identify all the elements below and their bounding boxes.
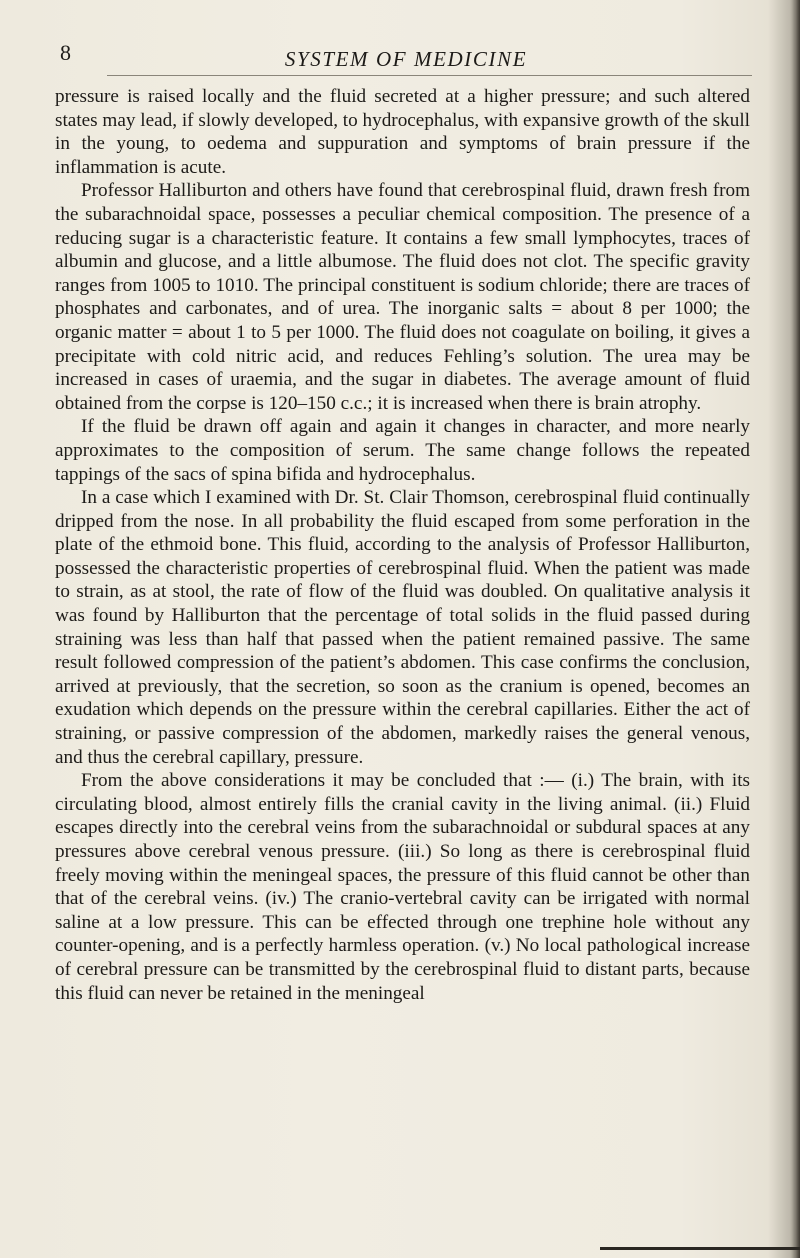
running-head: SYSTEM OF MEDICINE [284, 47, 528, 71]
paragraph: From the above considerations it may be concluded that :— (i.) The brain, with its circulating blood, almost entirely fills the cranial cavity in the living animal. (ii.) Fluid escapes directly into the cerebral veins from the subarachnoidal or subdural spaces at any pressures above cerebral venous pressure. (iii.) So long as there is cerebrospinal fluid freely moving within the meningeal spaces, the pressure of this fluid cannot be other than that of the cerebral veins. (iv.) The cranio-vertebral cavity can be irrigated with normal saline at a low pressure. This can be effected through one trephine hole without any counter-opening, and is a perfectly harmless operation. (v.) No local pathological increase of cerebral pressure can be transmitted by the cerebrospinal fluid to distant parts, because this fluid can never be retained in the meningeal [55, 770, 750, 1004]
paragraph: Professor Halliburton and others have found that cerebrospinal fluid, drawn fresh from the subarachnoidal space, possesses a peculiar chemical composition. The presence of a reducing sugar is a characteristic feature. It contains a few small lymphocytes, traces of albumin and glucose, and a little albumose. The fluid does not clot. The specific gravity ranges from 1005 to 1010. The principal constituent is sodium chloride; there are traces of phosphates and carbonates, and of urea. The inorganic salts = about 8 per 1000; the organic matter = about 1 to 5 per 1000. The fluid does not coagulate on boiling, it gives a precipitate with cold nitric acid, and reduces Fehling’s solution. The urea may be increased in cases of uraemia, and the sugar in diabetes. The average amount of fluid obtained from the corpse is 120–150 c.c.; it is increased when there is brain atrophy. [55, 180, 750, 414]
page-header [52, 42, 752, 78]
paragraph: If the fluid be drawn off again and again it changes in character, and more nearly approximates to the composition of serum. The same change follows the repeated tappings of the sacs of spina bifida and hydrocephalus. [55, 416, 750, 485]
bottom-edge-mark [600, 1247, 800, 1250]
page-number: 8 [60, 40, 71, 65]
body-text [55, 85, 750, 1005]
paragraph: In a case which I examined with Dr. St. Clair Thomson, cerebrospinal fluid continually dripped from the nose. In all probability the fluid escaped from some perforation in the plate of the ethmoid bone. This fluid, according to the analysis of Professor Halliburton, possessed the characteristic properties of cerebrospinal fluid. When the patient was made to strain, as at stool, the rate of flow of the fluid was doubled. On qualitative analysis it was found by Halliburton that the percentage of total solids in the fluid passed during straining was less than half that passed when the patient remained passive. The same result followed compression of the patient’s abdomen. This case confirms the conclusion, arrived at previously, that the secretion, so soon as the cranium is opened, becomes an exudation which depends on the pressure within the cerebral capillaries. Either the act of straining, or passive compression of the abdomen, markedly raises the general venous, and thus the cerebral capillary, pressure. [55, 487, 750, 768]
page-edge-shadow [790, 0, 800, 1258]
header-rule [107, 75, 752, 76]
paragraph: pressure is raised locally and the fluid secreted at a higher pressure; and such altered states may lead, if slowly developed, to hydrocephalus, with expansive growth of the skull in the young, to oedema and suppuration and symptoms of brain pressure if the inflammation is acute. [55, 86, 750, 178]
